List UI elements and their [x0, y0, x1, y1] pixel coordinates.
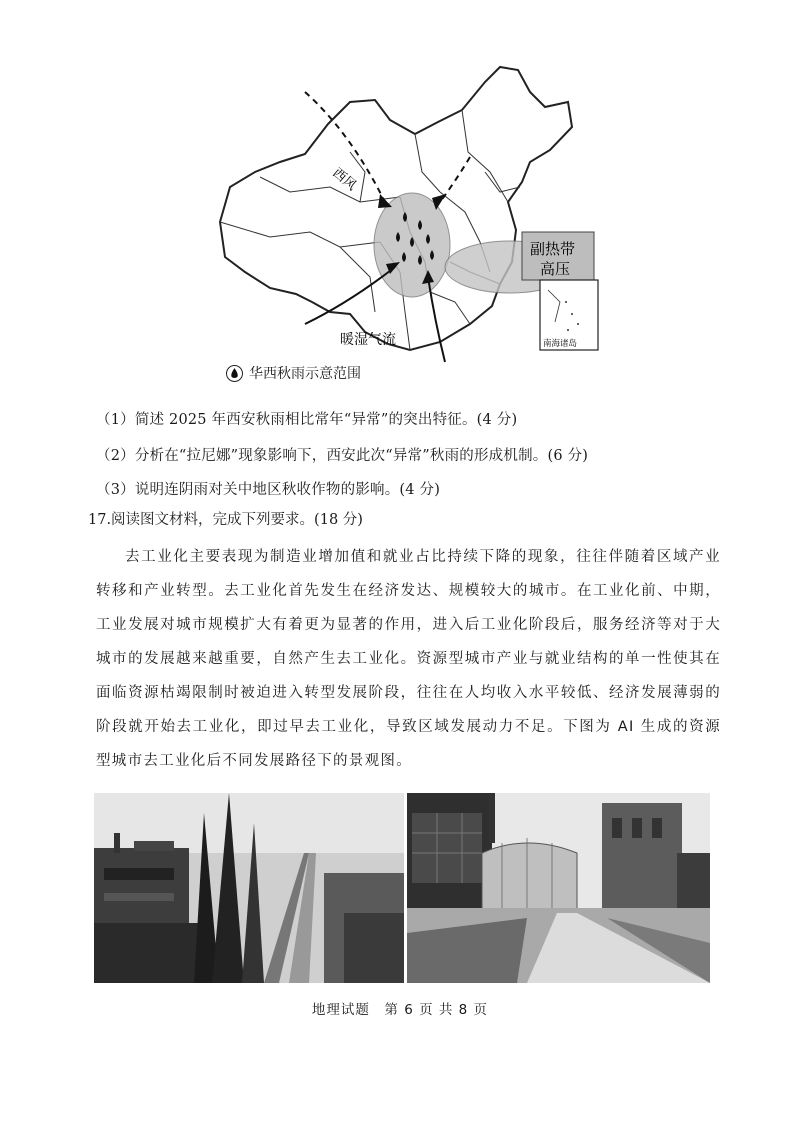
westerly-label: 西风	[329, 165, 359, 194]
subtropical-high-label-1: 副热带	[530, 240, 576, 258]
abandoned-industrial-photo	[94, 793, 404, 983]
legend-label: 华西秋雨示意范围	[249, 366, 361, 382]
china-map	[200, 62, 610, 367]
rain-drop-icon	[226, 365, 243, 382]
reading-passage: 去工业化主要表现为制造业增加值和就业占比持续下降的现象，往往伴随着区域产业转移和产业转型。去工业化首先发生在经济发达、规模较大的城市。在工业化前、中期，工业发展对城市规模扩大有着更为显著的作用，进入后工业化阶段后，服务经济等对于大城市的发展越来越重要，自然产生去工业化。资源型城市产业与就业结构的单一性使其在面临资源枯竭限制时被迫进入转型发展阶段，往往在人均收入水平较低、经济发展薄弱的阶段就开始去工业化，即过早去工业化，导致区域发展动力不足。下图为 AI 生成的资源型城市去工业化后不同发展路径下的景观图。	[96, 549, 721, 769]
warm-moist-label: 暖湿气流	[340, 332, 396, 348]
question-17-heading: 17.阅读图文材料，完成下列要求。(18 分)	[88, 512, 363, 528]
transformed-industrial-park-photo	[407, 793, 710, 983]
page-footer: 地理试题 第 6 页 共 8 页	[311, 1002, 489, 1018]
china-map-figure	[200, 62, 610, 367]
subtropical-high-label-2: 高压	[540, 260, 571, 278]
question-2: （2）分析在“拉尼娜”现象影响下，西安此次“异常”秋雨的形成机制。(6 分)	[96, 448, 589, 464]
map-legend	[226, 362, 361, 384]
svg-text:南海诸岛: 南海诸岛	[543, 339, 578, 349]
question-3: （3）说明连阴雨对关中地区秋收作物的影响。(4 分)	[96, 482, 441, 498]
question-1: （1）简述 2025 年西安秋雨相比常年“异常”的突出特征。(4 分)	[96, 412, 518, 428]
